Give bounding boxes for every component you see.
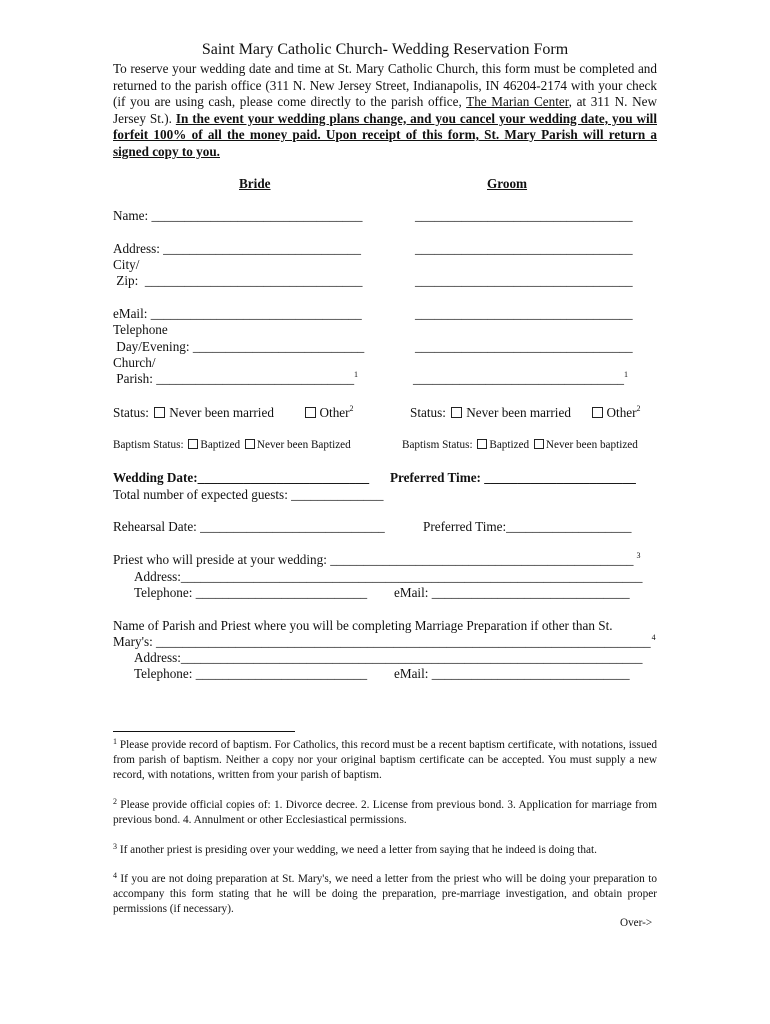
checkbox-icon[interactable] bbox=[188, 439, 198, 449]
rehearsal-date-field[interactable]: Rehearsal Date: ____________________________ bbox=[113, 519, 385, 534]
footnote-mark-2: 2 bbox=[113, 797, 117, 806]
footnote-ref-4: 4 bbox=[651, 633, 656, 642]
rehearsal-time-field[interactable]: Preferred Time:___________________ bbox=[423, 519, 632, 534]
groom-parish-text: ________________________________ bbox=[413, 371, 624, 386]
marian-center-link: The Marian Center bbox=[466, 94, 569, 109]
bride-parish-field[interactable] bbox=[113, 371, 358, 387]
checkbox-icon[interactable] bbox=[305, 407, 316, 418]
footnote-ref-1: 1 bbox=[354, 370, 359, 379]
checkbox-icon[interactable] bbox=[477, 439, 487, 449]
bride-address-field[interactable]: Address: ______________________________ bbox=[113, 241, 361, 256]
footnote-ref-2: 2 bbox=[636, 404, 641, 413]
footnote-ref-3: 3 bbox=[636, 551, 641, 560]
footnote-4-text: If you are not doing preparation at St. Mary's, we need a letter from the priest who will be doing your preparation to accompany this form stating that he will be doing the preparation, pre-marriage investigation, and obtain proper permissions (if necessary). bbox=[113, 873, 657, 915]
bride-status-row bbox=[113, 405, 354, 421]
footnote-2-text: Please provide official copies of: 1. Divorce decree. 2. License from previous bond. 3. Application for marriage from previous bond. 4. Annulment or other Ecclesiastical permissions. bbox=[113, 799, 657, 826]
groom-day-evening-field[interactable]: _________________________________ bbox=[415, 339, 633, 354]
footnote-1 bbox=[113, 738, 657, 783]
page-title: Saint Mary Catholic Church- Wedding Reservation Form bbox=[201, 41, 569, 58]
priest-name-text: Priest who will preside at your wedding: ______________________________________________ bbox=[113, 552, 634, 567]
checkbox-icon[interactable] bbox=[534, 439, 544, 449]
footnote-4 bbox=[113, 872, 657, 917]
footnote-ref-2: 2 bbox=[349, 404, 354, 413]
bride-telephone-label: Telephone bbox=[113, 322, 168, 337]
groom-baptism-row bbox=[402, 439, 638, 451]
checkbox-icon[interactable] bbox=[154, 407, 165, 418]
never-baptized-label: Never been Baptized bbox=[256, 439, 351, 451]
footnote-3-text: If another priest is presiding over your wedding, we need a letter from saying that he indeed is doing that. bbox=[119, 844, 597, 856]
bride-city-label: City/ bbox=[113, 257, 140, 272]
status-label: Status: bbox=[410, 405, 446, 420]
footnote-mark-1: 1 bbox=[113, 737, 117, 746]
checkbox-icon[interactable] bbox=[592, 407, 603, 418]
preferred-time-field[interactable]: Preferred Time: _______________________ bbox=[390, 470, 636, 485]
bride-parish-text: Parish: ______________________________ bbox=[113, 371, 355, 386]
prep-address-field[interactable]: Address:______________________________________________________________________ bbox=[134, 650, 643, 665]
footnote-1-text: Please provide record of baptism. For Catholics, this record must be a recent baptism certificate, with notations, issued from parish of baptism. Neither a copy nor your original baptism certificate can be accepted. You must supply a new record, with notations, written from your parish of baptism. bbox=[113, 739, 657, 781]
guests-field[interactable]: Total number of expected guests: ______________ bbox=[113, 487, 384, 502]
bride-email-field[interactable]: eMail: ________________________________ bbox=[113, 306, 362, 321]
baptism-status-label: Baptism Status: bbox=[113, 439, 184, 451]
prep-telephone-field[interactable]: Telephone: __________________________ bbox=[134, 666, 368, 681]
checkbox-icon[interactable] bbox=[245, 439, 255, 449]
baptized-label: Baptized bbox=[200, 439, 241, 451]
groom-heading: Groom bbox=[487, 176, 528, 191]
prep-question-text: Name of Parish and Priest where you will be completing Marriage Preparation if other than St. bbox=[113, 618, 613, 633]
bride-church-label: Church/ bbox=[113, 355, 156, 370]
other-label: Other bbox=[606, 405, 637, 420]
footnote-mark-3: 3 bbox=[113, 842, 117, 851]
bride-heading: Bride bbox=[239, 176, 271, 191]
groom-parish-field[interactable] bbox=[413, 371, 628, 387]
priest-telephone-field[interactable]: Telephone: __________________________ bbox=[134, 585, 368, 600]
groom-zip-field[interactable]: _________________________________ bbox=[415, 273, 633, 288]
over-indicator: Over-> bbox=[620, 917, 653, 929]
cancellation-warning: In the event your wedding plans change, and you cancel your wedding date, you will forfeit 100% of all the money paid. Upon receipt of this form, St. Mary Parish will return a signed copy to you. bbox=[113, 110, 657, 159]
priest-address-field[interactable]: Address:______________________________________________________________________ bbox=[134, 569, 643, 584]
groom-email-field[interactable]: _________________________________ bbox=[415, 306, 633, 321]
footnote-ref-1: 1 bbox=[624, 370, 628, 379]
footnote-divider bbox=[113, 731, 295, 732]
groom-address-field[interactable]: _________________________________ bbox=[415, 241, 633, 256]
never-baptized-label: Never been baptized bbox=[545, 439, 638, 451]
footnote-2 bbox=[113, 798, 657, 828]
priest-name-field[interactable] bbox=[113, 552, 641, 568]
never-married-label: Never been married bbox=[169, 405, 274, 420]
prep-email-field[interactable]: eMail: ______________________________ bbox=[394, 666, 630, 681]
never-married-label: Never been married bbox=[466, 405, 571, 420]
priest-email-field[interactable]: eMail: ______________________________ bbox=[394, 585, 630, 600]
bride-baptism-row bbox=[113, 439, 351, 451]
groom-name-field[interactable]: _________________________________ bbox=[415, 208, 633, 223]
bride-name-field[interactable]: Name: ________________________________ bbox=[113, 208, 363, 223]
groom-status-row bbox=[410, 405, 641, 421]
bride-day-evening-field[interactable]: Day/Evening: __________________________ bbox=[113, 339, 365, 354]
baptized-label: Baptized bbox=[489, 439, 530, 451]
prep-parish-text: Mary's: ___________________________________________________________________________ bbox=[113, 634, 651, 649]
checkbox-icon[interactable] bbox=[451, 407, 462, 418]
other-label: Other bbox=[319, 405, 350, 420]
wedding-date-field[interactable]: Wedding Date:__________________________ bbox=[113, 470, 370, 485]
bride-zip-field[interactable]: Zip: _________________________________ bbox=[113, 273, 363, 288]
footnote-3 bbox=[113, 843, 657, 858]
intro-paragraph bbox=[113, 61, 657, 160]
status-label: Status: bbox=[113, 405, 149, 420]
intro-text-1: To reserve your wedding date and time at St. Mary Catholic Church, this form must be completed and returned to the parish office (311 N. New Jersey Street, Indianapolis, IN 46204-2174 with your check (if you are using cash, please come directly to the parish office, bbox=[113, 61, 657, 109]
footnote-mark-4: 4 bbox=[113, 871, 117, 880]
prep-parish-field[interactable] bbox=[113, 634, 656, 650]
baptism-status-label: Baptism Status: bbox=[402, 439, 473, 451]
intro-text-2: , at 311 N. New Jersey St.). bbox=[113, 94, 657, 126]
